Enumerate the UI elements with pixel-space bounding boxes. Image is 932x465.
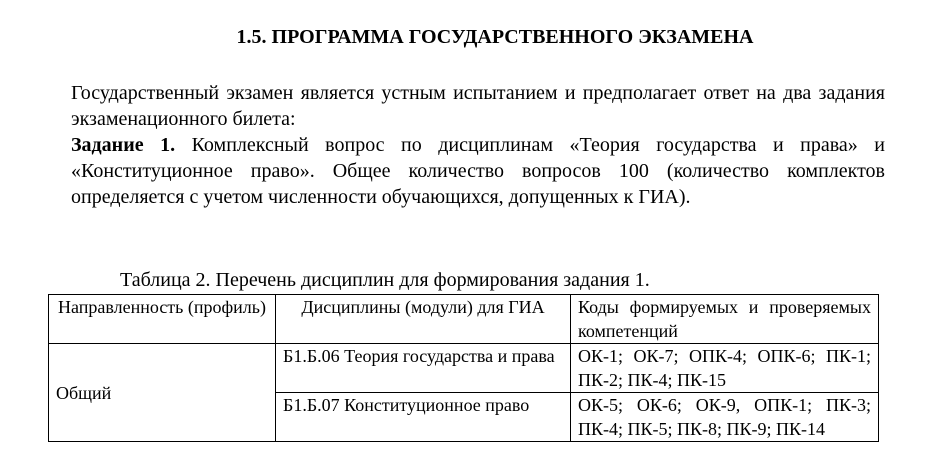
task-text: Комплексный вопрос по дисциплинам «Теория государства и права» и «Конституционное право». Общее количество вопросов 100 (количество комплектов определяется с учетом численности обучающихся, допущенных к ГИА). [71,134,885,208]
intro-paragraph [57,80,885,132]
table-header-row [49,295,879,344]
header-codes: Коды формируемых и проверяемых компетенций [571,295,879,344]
intro-text: Государственный экзамен является устным испытанием и предполагает ответ на два задания экзаменационного билета: [71,82,885,130]
discipline-cell: Б1.Б.06 Теория государства и права [276,344,571,393]
disciplines-table [48,294,879,442]
table-caption: Таблица 2. Перечень дисциплин для формирования задания 1. [120,269,650,291]
profile-cell: Общий [49,344,276,442]
discipline-cell: Б1.Б.07 Конституционное право [276,393,571,442]
task-label: Задание 1. [71,134,176,156]
header-disciplines: Дисциплины (модули) для ГИА [276,295,571,344]
task-paragraph [57,132,885,210]
section-heading: 1.5. ПРОГРАММА ГОСУДАРСТВЕННОГО ЭКЗАМЕНА [236,26,754,48]
codes-cell: ОК-1; ОК-7; ОПК-4; ОПК-6; ПК-1; ПК-2; ПК-4; ПК-15 [571,344,879,393]
table-row [49,344,879,393]
codes-cell: ОК-5; ОК-6; ОК-9, ОПК-1; ПК-3; ПК-4; ПК-5; ПК-8; ПК-9; ПК-14 [571,393,879,442]
header-profile: Направленность (профиль) [49,295,276,344]
